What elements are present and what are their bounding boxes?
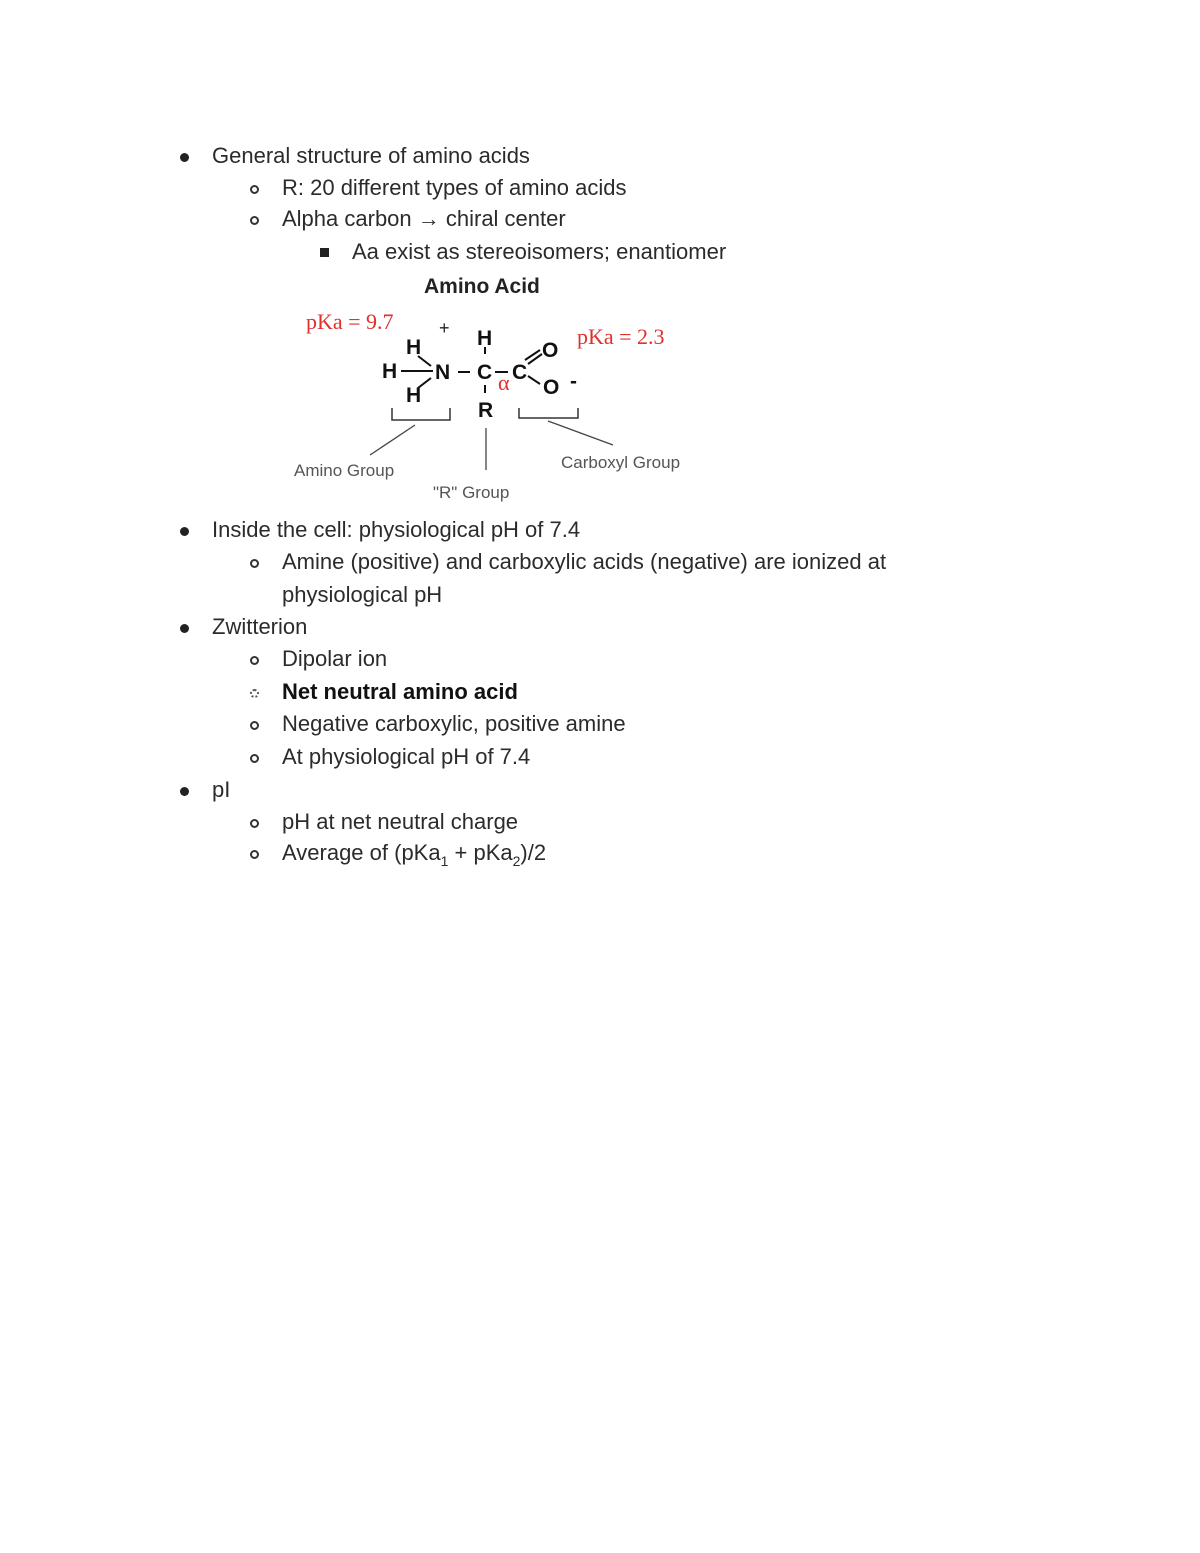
label-amino-group: Amino Group: [294, 461, 395, 480]
outline-item-general-structure: General structure of amino acids: [212, 143, 530, 168]
atom-c-alpha: C: [477, 361, 493, 384]
bullet-circle: [250, 656, 259, 665]
outline-subitem-net-neutral: Net neutral amino acid: [282, 679, 518, 704]
outline-subitem-average-pka: [282, 839, 546, 867]
outline-subitem-ph-neutral: pH at net neutral charge: [282, 809, 519, 834]
bullet-circle: [250, 216, 259, 225]
average-prefix: Average of (pKa: [282, 840, 441, 865]
pka-carboxyl-label: pKa = 2.3: [577, 324, 665, 349]
atom-h-left-amine: H: [382, 360, 398, 383]
atom-h-upper-amine: H: [406, 336, 422, 359]
average-suffix: )/2: [520, 840, 547, 865]
outline-subitem-ionized-line1: Amine (positive) and carboxylic acids (negative) are ionized at: [282, 549, 887, 574]
subscript-1: 1: [440, 853, 449, 869]
outline-subitem-ionized-line2: physiological pH: [282, 582, 443, 607]
bullet-disc: [180, 527, 189, 536]
bullet-disc: [180, 153, 189, 162]
bullet-square: [320, 248, 329, 257]
bullet-circle: [250, 754, 259, 763]
bullet-circle: [250, 689, 259, 698]
bullet-disc: [180, 787, 189, 796]
outline-item-pi: pI: [212, 777, 231, 802]
bullet-circle: [250, 819, 259, 828]
atom-o-double: O: [542, 339, 559, 362]
outline-subitem-physiological-ph: At physiological pH of 7.4: [282, 744, 531, 769]
bullet-disc: [180, 624, 189, 633]
minus-charge: -: [570, 370, 577, 393]
outline-subitem-alpha-carbon: Alpha carbon → chiral center: [282, 206, 566, 231]
atom-r: R: [478, 399, 494, 422]
alpha-symbol: α: [498, 370, 510, 395]
bullet-circle: [250, 850, 259, 859]
atom-c-carboxyl: C: [512, 361, 528, 384]
outline-subitem-dipolar-ion: Dipolar ion: [282, 646, 388, 671]
outline-item-inside-cell: Inside the cell: physiological pH of 7.4: [212, 517, 581, 542]
subscript-2: 2: [512, 853, 521, 869]
pka-amino-label: pKa = 9.7: [306, 309, 394, 334]
amino-acid-structure-diagram: [280, 268, 730, 508]
outline-item-zwitterion: Zwitterion: [212, 614, 308, 639]
outline-subsubitem-stereoisomers: Aa exist as stereoisomers; enantiomer: [352, 239, 727, 264]
bullet-circle: [250, 721, 259, 730]
bullet-circle: [250, 559, 259, 568]
label-carboxyl-group: Carboxyl Group: [561, 453, 681, 472]
outline-subitem-negative-positive: Negative carboxylic, positive amine: [282, 711, 626, 736]
outline-subitem-r-types: R: 20 different types of amino acids: [282, 175, 627, 200]
plus-charge: +: [439, 318, 450, 338]
atom-h-alpha: H: [477, 327, 493, 350]
diagram-title: Amino Acid: [424, 275, 540, 298]
atom-n: N: [435, 361, 451, 384]
bullet-circle: [250, 185, 259, 194]
atom-o-single: O: [543, 376, 560, 399]
label-r-group: "R" Group: [433, 483, 510, 502]
atom-h-lower-amine: H: [406, 384, 422, 407]
average-mid: + pKa: [448, 840, 513, 865]
